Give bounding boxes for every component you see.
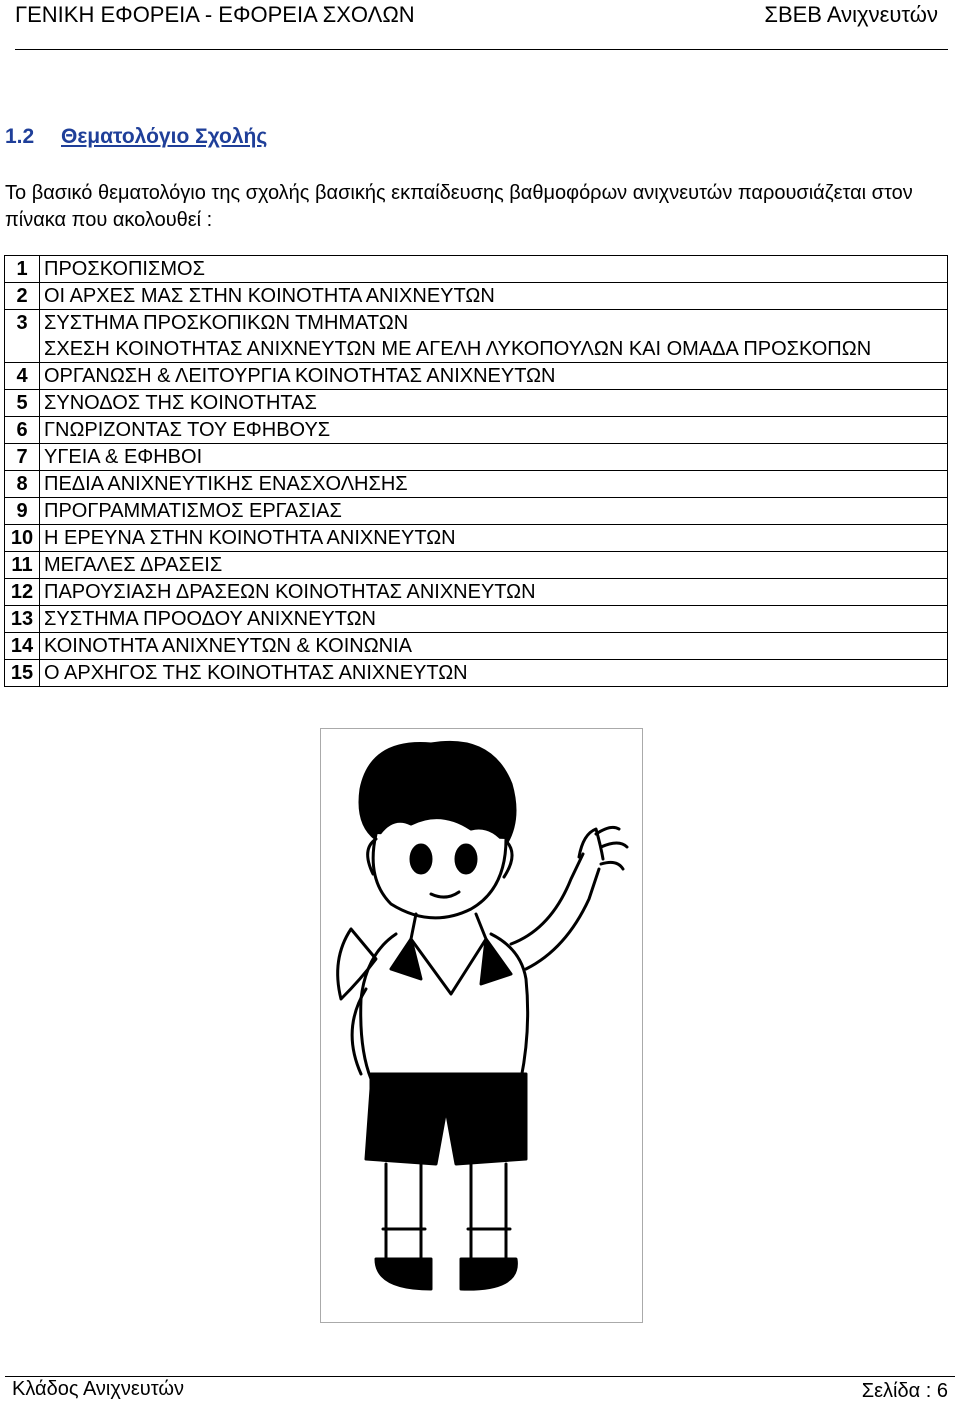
topic-title <box>40 444 948 471</box>
table-row <box>5 633 948 660</box>
topic-line: ΣΧΕΣΗ ΚΟΙΝΟΤΗΤΑΣ ΑΝΙΧΝΕΥΤΩΝ ΜΕ ΑΓΕΛΗ ΛΥΚΟΠΟΥΛΩΝ ΚΑΙ ΟΜΑΔΑ ΠΡΟΣΚΟΠΩΝ <box>44 338 872 360</box>
topic-number: 4 <box>5 363 40 390</box>
topic-line: ΣΥΣΤΗΜΑ ΠΡΟΟΔΟΥ ΑΝΙΧΝΕΥΤΩΝ <box>44 608 376 630</box>
topic-number: 12 <box>5 579 40 606</box>
table-row <box>5 256 948 283</box>
table-row <box>5 417 948 444</box>
table-row <box>5 283 948 310</box>
topic-number: 7 <box>5 444 40 471</box>
topic-line: Η ΕΡΕΥΝΑ ΣΤΗΝ ΚΟΙΝΟΤΗΤΑ ΑΝΙΧΝΕΥΤΩΝ <box>44 527 456 549</box>
topic-title <box>40 552 948 579</box>
section-number: 1.2 <box>5 125 35 148</box>
table-row <box>5 444 948 471</box>
topic-title <box>40 525 948 552</box>
topic-title <box>40 579 948 606</box>
topic-title <box>40 633 948 660</box>
topic-line: ΠΡΟΣΚΟΠΙΣΜΟΣ <box>44 258 205 280</box>
topic-line: ΠΕΔΙΑ ΑΝΙΧΝΕΥΤΙΚΗΣ ΕΝΑΣΧΟΛΗΣΗΣ <box>44 473 408 495</box>
topic-title <box>40 471 948 498</box>
topic-number: 5 <box>5 390 40 417</box>
topic-line: ΜΕΓΑΛΕΣ ΔΡΑΣΕΙΣ <box>44 554 223 576</box>
footer-divider <box>5 1376 955 1377</box>
topic-number: 8 <box>5 471 40 498</box>
table-row <box>5 363 948 390</box>
topic-title <box>40 256 948 283</box>
footer-branch: Κλάδος Ανιχνευτών <box>12 1378 184 1400</box>
topic-title <box>40 310 948 363</box>
scout-boy-drawing <box>321 729 642 1322</box>
table-row <box>5 390 948 417</box>
topic-number: 14 <box>5 633 40 660</box>
table-row <box>5 498 948 525</box>
section-title: Θεματολόγιο Σχολής <box>61 125 268 148</box>
topic-line: ΣΥΝΟΔΟΣ ΤΗΣ ΚΟΙΝΟΤΗΤΑΣ <box>44 392 317 414</box>
topic-title <box>40 660 948 687</box>
topics-table <box>4 255 948 687</box>
topic-line: ΟΙ ΑΡΧΕΣ ΜΑΣ ΣΤΗΝ ΚΟΙΝΟΤΗΤΑ ΑΝΙΧΝΕΥΤΩΝ <box>44 285 495 307</box>
topic-number: 2 <box>5 283 40 310</box>
topic-line: Ο ΑΡΧΗΓΟΣ ΤΗΣ ΚΟΙΝΟΤΗΤΑΣ ΑΝΙΧΝΕΥΤΩΝ <box>44 662 468 684</box>
table-row <box>5 525 948 552</box>
topic-number: 10 <box>5 525 40 552</box>
topic-number: 1 <box>5 256 40 283</box>
topic-number: 9 <box>5 498 40 525</box>
topic-title <box>40 390 948 417</box>
topic-number: 13 <box>5 606 40 633</box>
table-row <box>5 310 948 363</box>
topic-number: 15 <box>5 660 40 687</box>
topic-line: ΠΑΡΟΥΣΙΑΣΗ ΔΡΑΣΕΩΝ ΚΟΙΝΟΤΗΤΑΣ ΑΝΙΧΝΕΥΤΩΝ <box>44 581 536 603</box>
header-program: ΣΒΕΒ Ανιχνευτών <box>764 2 938 27</box>
topic-line: ΓΝΩΡΙΖΟΝΤΑΣ ΤΟΥ ΕΦΗΒΟΥΣ <box>44 419 331 441</box>
footer-page-number: Σελίδα : 6 <box>861 1380 948 1402</box>
table-row <box>5 471 948 498</box>
topic-line: ΚΟΙΝΟΤΗΤΑ ΑΝΙΧΝΕΥΤΩΝ & ΚΟΙΝΩΝΙΑ <box>44 635 412 657</box>
topic-line: ΥΓΕΙΑ & ΕΦΗΒΟΙ <box>44 446 203 468</box>
topic-line: ΣΥΣΤΗΜΑ ΠΡΟΣΚΟΠΙΚΩΝ ΤΜΗΜΑΤΩΝ <box>44 312 409 334</box>
topic-line: ΟΡΓΑΝΩΣΗ & ΛΕΙΤΟΥΡΓΙΑ ΚΟΙΝΟΤΗΤΑΣ ΑΝΙΧΝΕΥΤΩΝ <box>44 365 556 387</box>
topic-number: 3 <box>5 310 40 363</box>
topic-title <box>40 498 948 525</box>
table-row <box>5 606 948 633</box>
table-row <box>5 552 948 579</box>
page-header <box>15 0 938 38</box>
topic-number: 6 <box>5 417 40 444</box>
intro-paragraph: Το βασικό θεματολόγιο της σχολής βασικής εκπαίδευσης βαθμοφόρων ανιχνευτών παρουσιάζεται στον πίνακα που ακολουθεί : <box>5 182 913 231</box>
scout-boy-illustration <box>320 728 643 1323</box>
table-row <box>5 579 948 606</box>
topic-title <box>40 283 948 310</box>
header-organization: ΓΕΝΙΚΗ ΕΦΟΡΕΙΑ - ΕΦΟΡΕΙΑ ΣΧΟΛΩΝ <box>15 2 415 27</box>
topic-title <box>40 417 948 444</box>
table-row <box>5 660 948 687</box>
topic-line: ΠΡΟΓΡΑΜΜΑΤΙΣΜΟΣ ΕΡΓΑΣΙΑΣ <box>44 500 342 522</box>
section-heading <box>5 125 267 149</box>
topic-number: 11 <box>5 552 40 579</box>
topic-title <box>40 363 948 390</box>
topic-title <box>40 606 948 633</box>
header-divider <box>15 49 948 50</box>
